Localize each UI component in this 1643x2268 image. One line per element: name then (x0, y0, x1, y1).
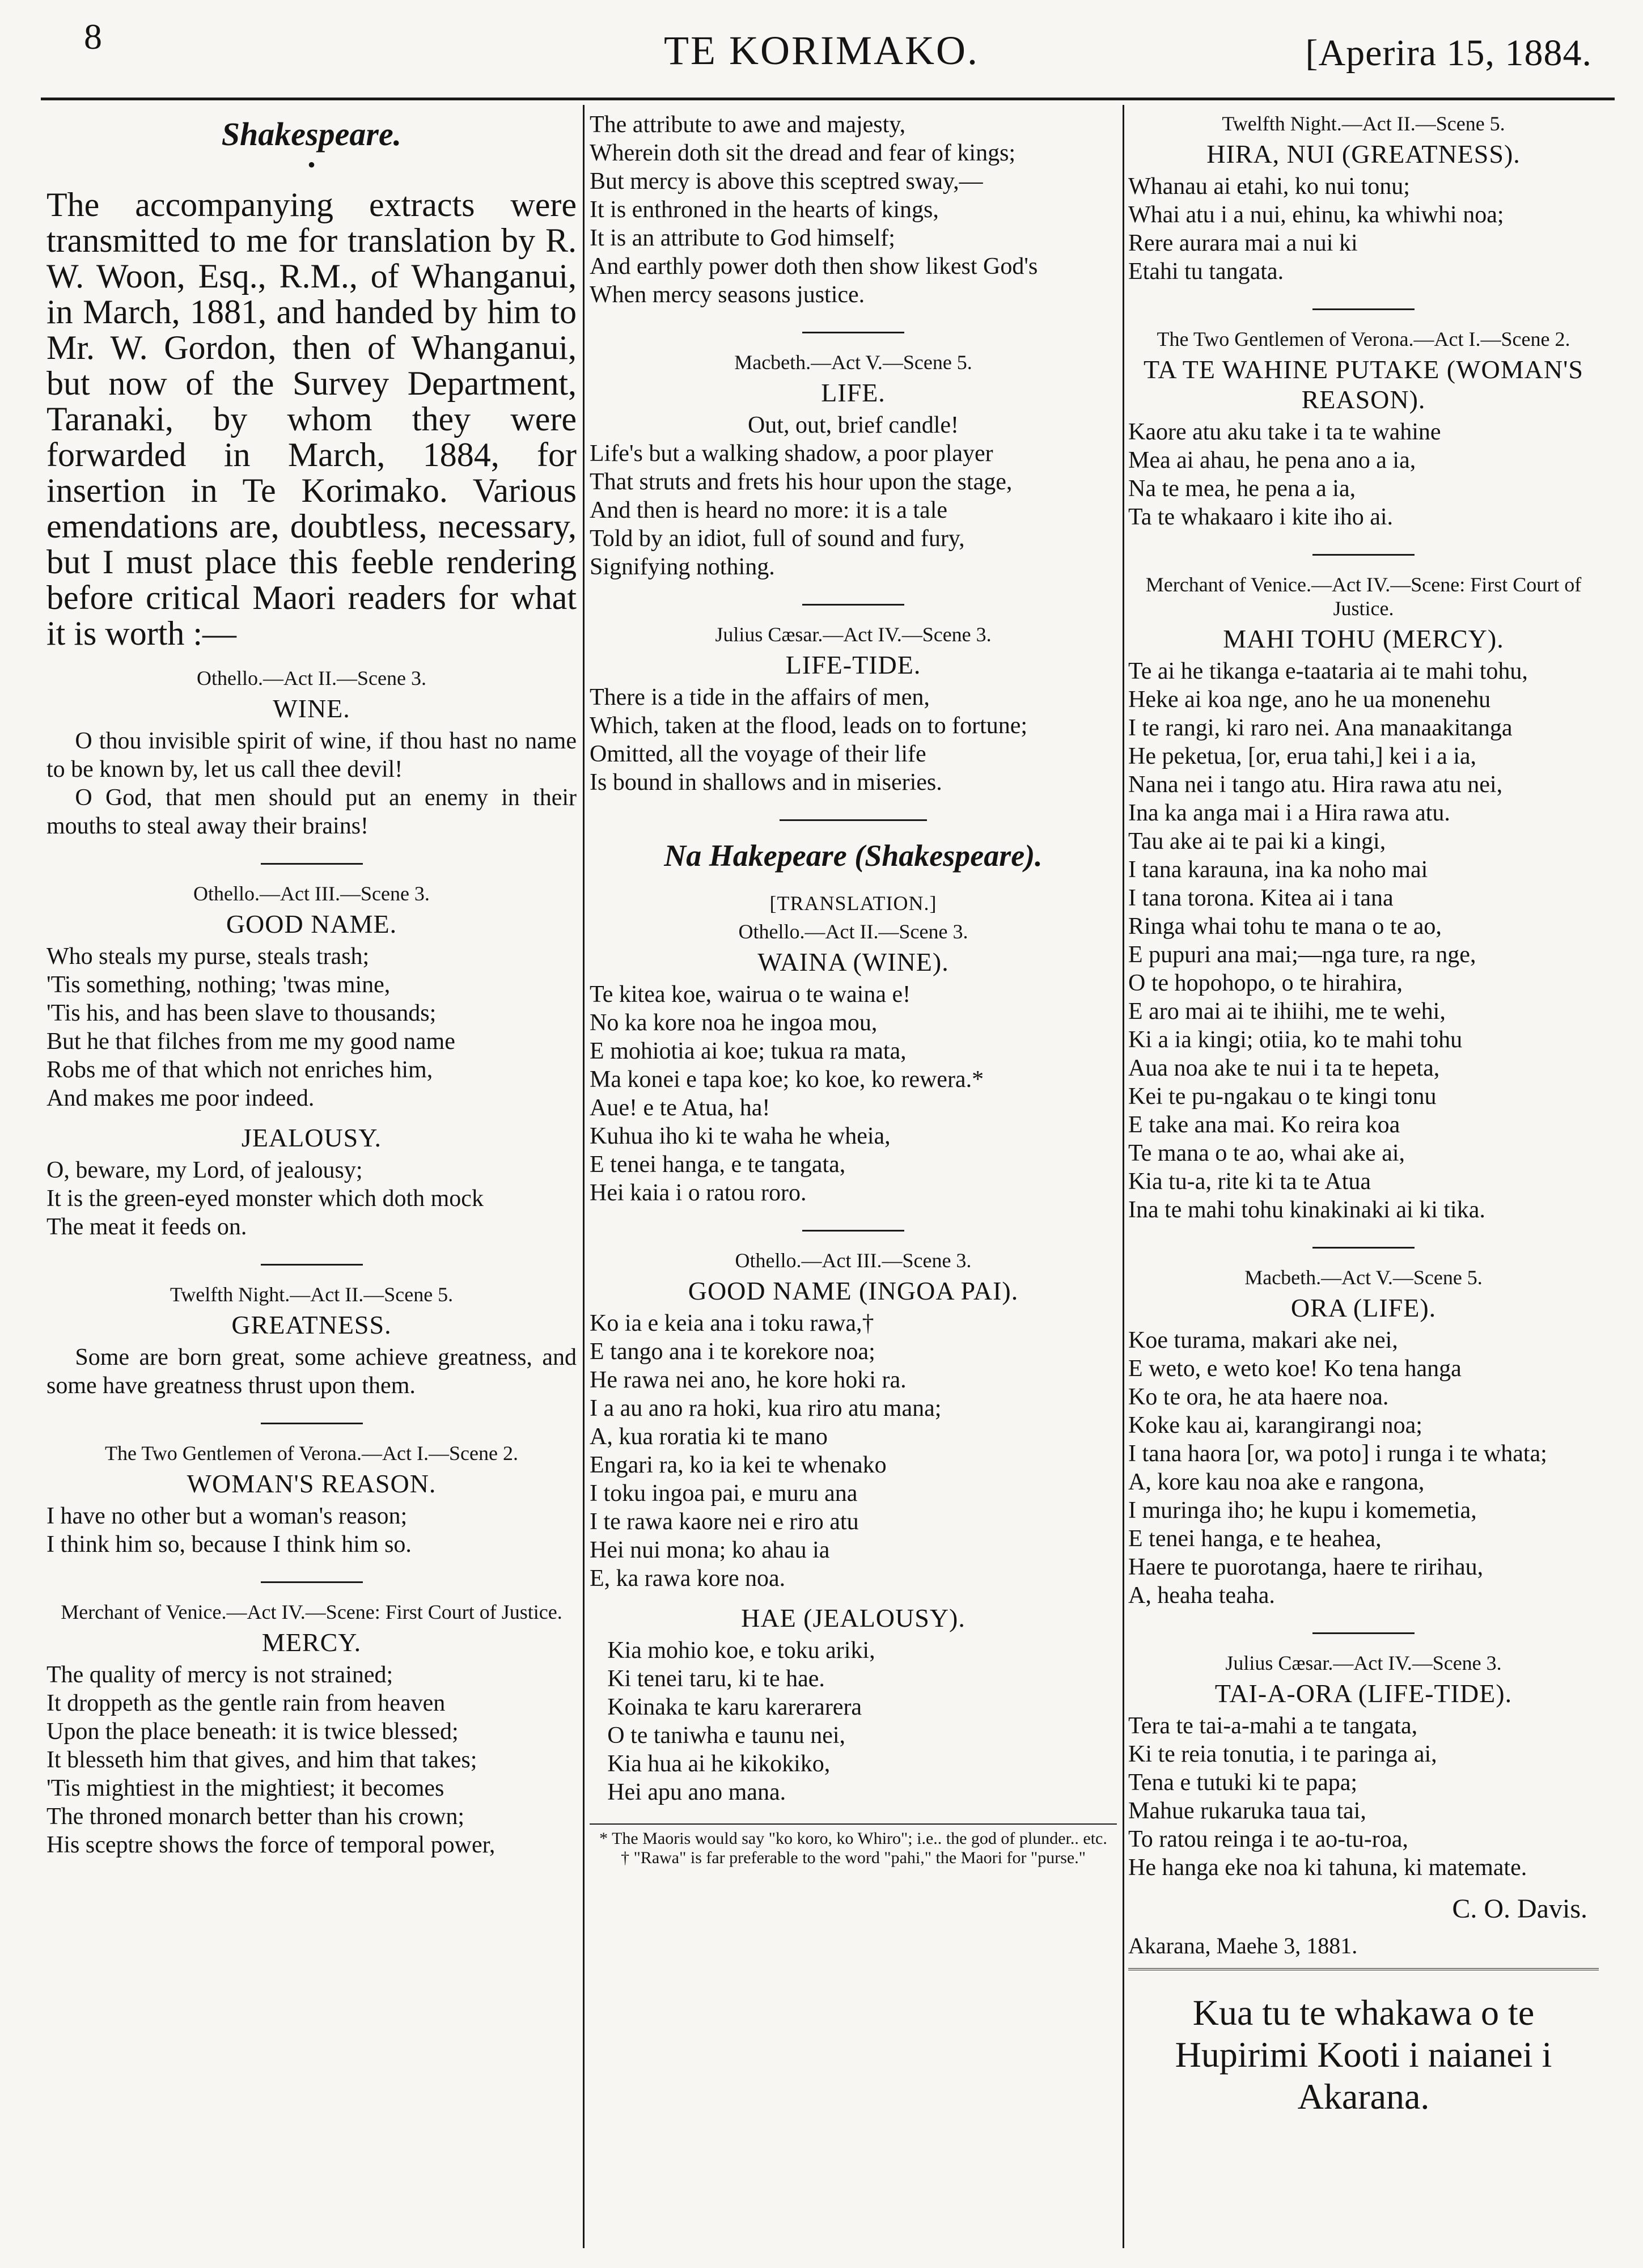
separator-rule (1312, 1247, 1415, 1249)
verse-line: E, ka rawa kore noa. (590, 1565, 786, 1592)
verse-line: O, beware, my Lord, of jealousy; (46, 1157, 363, 1183)
extract-heading: LIFE. (821, 378, 886, 407)
verse-line: To ratou reinga i te ao-tu-roa, (1128, 1826, 1408, 1852)
verse-line: Ki a ia kingi; otiia, ko te mahi tohu (1128, 1027, 1463, 1053)
extract-text: Some are born great, some achieve greatness, and some have greatness thrust upon them. (46, 1344, 577, 1399)
separator-rule (802, 1230, 904, 1232)
verse-line: Life's but a walking shadow, a poor player (590, 441, 993, 467)
separator-rule (261, 1264, 363, 1266)
verse-line: Ko ia e keia ana i toku rawa,† (590, 1310, 874, 1336)
verse-line: He hanga eke noa ki tahuna, ki matemate. (1128, 1855, 1527, 1881)
verse-line: When mercy seasons justice. (590, 282, 865, 308)
column-divider (583, 105, 585, 2248)
column-2 (590, 105, 1117, 2254)
extract-heading: JEALOUSY. (241, 1123, 382, 1152)
verse-line: I think him so, because I think him so. (46, 1531, 412, 1558)
verse-line: 'Tis something, nothing; 'twas mine, (46, 972, 391, 998)
verse-line: Mea ai ahau, he pena ano a ia, (1128, 447, 1416, 473)
source-citation: Othello.—Act II.—Scene 3. (738, 920, 968, 943)
verse-line: Ma konei e tapa koe; ko koe, ko rewera.* (590, 1067, 984, 1093)
source-citation: Julius Cæsar.—Act IV.—Scene 3. (715, 623, 992, 646)
header-rule (41, 98, 1615, 100)
verse-line: No ka kore noa he ingoa mou, (590, 1010, 878, 1036)
extract-heading: GOOD NAME. (226, 909, 397, 938)
verse-line: Na te mea, he pena a ia, (1128, 476, 1356, 502)
verse-line: Is bound in shallows and in miseries. (590, 769, 942, 796)
verse-line: E tenei hanga, e te tangata, (590, 1152, 846, 1178)
verse-line: E mohiotia ai koe; tukua ra mata, (590, 1038, 907, 1064)
verse-block (590, 1309, 1117, 1593)
verse-line: Tera te tai-a-mahi a te tangata, (1128, 1713, 1418, 1739)
verse-line: Whanau ai etahi, ko nui tonu; (1128, 174, 1410, 200)
source-citation: Twelfth Night.—Act II.—Scene 5. (170, 1283, 454, 1306)
double-rule (1128, 1968, 1599, 1975)
separator-rule (802, 332, 904, 333)
verse-line: Ringa whai tohu te mana o te ao, (1128, 913, 1442, 940)
verse-line: A, kore kau noa ake e rangona, (1128, 1469, 1425, 1495)
separator-rule (1312, 1632, 1415, 1634)
verse-line: Mahue rukaruka taua tai, (1128, 1798, 1366, 1824)
verse-line: Told by an idiot, full of sound and fury, (590, 526, 965, 552)
source-citation: Macbeth.—Act V.—Scene 5. (1244, 1266, 1483, 1289)
separator-rule (261, 1423, 363, 1424)
verse-line: Out, out, brief candle! (747, 412, 959, 438)
verse-line: E take ana mai. Ko reira koa (1128, 1112, 1400, 1138)
source-citation: Merchant of Venice.—Act IV.—Scene: First Court of Justice. (1145, 573, 1582, 620)
extract-heading: ORA (LIFE). (1290, 1293, 1437, 1322)
verse-line: Haere te puorotanga, haere te ririhau, (1128, 1554, 1484, 1580)
verse-line: I muringa iho; he kupu i komemetia, (1128, 1497, 1477, 1524)
verse-line: O te hopohopo, o te hirahira, (1128, 970, 1403, 996)
verse-line: A, kua roratia ki te mano (590, 1424, 828, 1450)
verse-line: Ina ka anga mai i a Hira rawa atu. (1128, 800, 1450, 826)
verse-line: E tango ana i te korekore noa; (590, 1339, 875, 1365)
verse-line: Robs me of that which not enriches him, (46, 1057, 433, 1083)
source-citation: Macbeth.—Act V.—Scene 5. (734, 351, 972, 374)
verse-line: Kei te pu-ngakau o te kingi tonu (1128, 1084, 1437, 1110)
verse-line: And earthly power doth then show likest God's (590, 253, 1038, 280)
verse-line: But he that filches from me my good name (46, 1029, 455, 1055)
footnote: * The Maoris would say "ko koro, ko Whiro"; i.e.. the god of plunder.. etc. (599, 1829, 1107, 1848)
verse-line: 'Tis mightiest in the mightiest; it becomes (46, 1775, 444, 1801)
verse-line: I toku ingoa pai, e muru ana (590, 1480, 858, 1507)
verse-line: Koinaka te karu karerarera (607, 1694, 862, 1720)
separator-rule (261, 863, 363, 865)
verse-line: That struts and frets his hour upon the stage, (590, 469, 1013, 495)
extract-heading: WINE. (273, 694, 350, 723)
verse-line: I tana karauna, ina ka noho mai (1128, 857, 1428, 883)
footnotes (590, 1823, 1117, 1868)
source-citation: The Two Gentlemen of Verona.—Act I.—Scene 2. (1157, 328, 1570, 350)
verse-line: Aue! e te Atua, ha! (590, 1095, 770, 1121)
verse-line: And then is heard no more: it is a tale (590, 497, 948, 523)
verse-line: Koe turama, makari ake nei, (1128, 1327, 1398, 1353)
verse-line: I have no other but a woman's reason; (46, 1503, 408, 1529)
verse-line: Ki tenei taru, ki te hae. (607, 1666, 825, 1692)
intro-paragraph: The accompanying extracts were transmitted to me for translation by R. W. Woon, Esq., R.M., of Whanganui, in March, 1881, and handed by him to Mr. W. Gordon, then of Whanganui, but now of the Survey Department, Taranaki, by whom they were forwarded in March, 1884, for insertion in Te Korimako. Various emendations are, doubtless, necessary, but I must place this feeble rendering before critical Maori readers for what it is worth :— (46, 186, 577, 652)
verse-line: Hei nui mona; ko ahau ia (590, 1537, 830, 1563)
verse-block (590, 980, 1117, 1207)
verse-line: His sceptre shows the force of temporal power, (46, 1832, 496, 1858)
source-citation: Othello.—Act III.—Scene 3. (735, 1249, 972, 1272)
verse-line: E aro mai ai te ihiihi, me te wehi, (1128, 998, 1446, 1025)
verse-block (1128, 418, 1599, 531)
verse-line: Hei kaia i o ratou roro. (590, 1180, 807, 1206)
verse-line: Aua noa ake te nui i ta te hepeta, (1128, 1055, 1440, 1081)
verse-line: Etahi tu tangata. (1128, 259, 1284, 285)
verse-line: It is an attribute to God himself; (590, 225, 895, 251)
verse-line: Ko te ora, he ata haere noa. (1128, 1384, 1389, 1410)
ornament-dot: • (307, 152, 316, 177)
verse-block (590, 111, 1117, 309)
verse-line: 'Tis his, and has been slave to thousands; (46, 1000, 437, 1026)
source-citation: Twelfth Night.—Act II.—Scene 5. (1222, 112, 1505, 135)
verse-line: The attribute to awe and majesty, (590, 112, 906, 138)
verse-block (1128, 1326, 1599, 1610)
page-number: 8 (84, 16, 102, 57)
extract-text: O God, that men should put an enemy in their mouths to steal away their brains! (46, 785, 577, 839)
extract-heading: MAHI TOHU (MERCY). (1223, 624, 1504, 653)
verse-line: The quality of mercy is not strained; (46, 1662, 393, 1688)
source-citation: Merchant of Venice.—Act IV.—Scene: First Court of Justice. (61, 1601, 562, 1623)
footnote: † "Rawa" is far preferable to the word "pahi," the Maori for "purse." (621, 1848, 1086, 1867)
separator-rule (780, 819, 927, 821)
source-citation: Othello.—Act II.—Scene 3. (197, 667, 426, 689)
verse-line: He rawa nei ano, he kore hoki ra. (590, 1367, 907, 1393)
verse-line: Te kitea koe, wairua o te waina e! (590, 981, 911, 1008)
extract-heading: MERCY. (261, 1628, 362, 1657)
verse-line: A, heaha teaha. (1128, 1582, 1275, 1609)
verse-block (1128, 1712, 1599, 1882)
verse-block (590, 411, 1117, 581)
verse-line: Whai atu i a nui, ehinu, ka whiwhi noa; (1128, 202, 1504, 228)
separator-rule (261, 1581, 363, 1583)
verse-line: Signifying nothing. (590, 554, 775, 580)
verse-line: Nana nei i tango atu. Hira rawa atu nei, (1128, 772, 1503, 798)
extract-heading: GOOD NAME (INGOA PAI). (688, 1276, 1019, 1305)
verse-line: The meat it feeds on. (46, 1214, 247, 1240)
verse-block (46, 1502, 577, 1559)
verse-line: Te ai he tikanga e-taataria ai te mahi tohu, (1128, 658, 1528, 684)
verse-line: Which, taken at the flood, leads on to fortune; (590, 713, 1028, 739)
translation-section-title: Na Hakepeare (Shakespeare). (664, 839, 1043, 873)
author-signature: C. O. Davis. (1452, 1894, 1587, 1924)
verse-line: E pupuri ana mai;—nga ture, ra nge, (1128, 942, 1476, 968)
verse-line: Hei apu ano mana. (607, 1779, 786, 1805)
source-citation: The Two Gentlemen of Verona.—Act I.—Scene 2. (105, 1442, 518, 1465)
verse-line: I te rangi, ki raro nei. Ana manaakitanga (1128, 715, 1513, 741)
verse-block (590, 1636, 1117, 1806)
verse-line: He peketua, [or, erua tahi,] kei i a ia, (1128, 743, 1477, 769)
column-1 (46, 105, 577, 2254)
verse-line: Kia mohio koe, e toku ariki, (607, 1637, 875, 1664)
verse-line: Ki te reia tonutia, i te paringa ai, (1128, 1741, 1437, 1767)
separator-rule (802, 604, 904, 606)
verse-block (46, 1156, 577, 1241)
verse-line: It droppeth as the gentle rain from heaven (46, 1690, 446, 1716)
verse-line: Kaore atu aku take i ta te wahine (1128, 419, 1441, 445)
verse-block (46, 942, 577, 1112)
extract-heading: WOMAN'S REASON. (187, 1469, 437, 1498)
separator-rule (1312, 554, 1415, 556)
extract-heading: LIFE-TIDE. (785, 650, 921, 679)
verse-line: But mercy is above this sceptred sway,— (590, 168, 983, 194)
verse-line: E weto, e weto koe! Ko tena hanga (1128, 1356, 1462, 1382)
verse-line: Ta te whakaaro i kite iho ai. (1128, 504, 1394, 530)
extract-heading: HAE (JEALOUSY). (741, 1603, 966, 1632)
verse-line: Who steals my purse, steals trash; (46, 943, 370, 970)
verse-block (1128, 172, 1599, 286)
verse-line: It is enthroned in the hearts of kings, (590, 197, 939, 223)
verse-line: Te mana o te ao, whai ake ai, (1128, 1140, 1405, 1166)
verse-line: And makes me poor indeed. (46, 1085, 315, 1111)
extract-text: O thou invisible spirit of wine, if thou hast no name to be known by, let us call thee devil! (46, 728, 577, 782)
verse-line: Rere aurara mai a nui ki (1128, 230, 1358, 256)
verse-line: I te rawa kaore nei e riro atu (590, 1509, 859, 1535)
verse-line: I tana torona. Kitea ai i tana (1128, 885, 1394, 911)
issue-date: [Aperira 15, 1884. (1305, 32, 1592, 74)
verse-line: E tenei hanga, e te heahea, (1128, 1526, 1382, 1552)
verse-line: Tau ake ai te pai ki a kingi, (1128, 828, 1386, 854)
verse-line: I a au ano ra hoki, kua riro atu mana; (590, 1395, 942, 1421)
column-3 (1128, 105, 1599, 2254)
extract-heading: HIRA, NUI (GREATNESS). (1206, 139, 1521, 168)
separator-rule (1312, 308, 1415, 310)
verse-line: Kuhua iho ki te waha he wheia, (590, 1123, 891, 1149)
verse-line: Engari ra, ko ia kei te whenako (590, 1452, 887, 1478)
newspaper-title: TE KORIMAKO. (664, 28, 979, 73)
verse-line: I tana haora [or, wa poto] i runga i te whata; (1128, 1441, 1547, 1467)
verse-line: Ina te mahi tohu kinakinaki ai ki tika. (1128, 1197, 1485, 1223)
court-notice: Kua tu te whakawa o te Hupirimi Kooti i naianei i Akarana. (1175, 1992, 1552, 2117)
page-header (0, 0, 1643, 96)
verse-line: Kia tu-a, rite ki ta te Atua (1128, 1169, 1371, 1195)
extract-heading: TAI-A-ORA (LIFE-TIDE). (1214, 1679, 1513, 1708)
verse-line: O te taniwha e taunu nei, (607, 1723, 846, 1749)
verse-block (1128, 657, 1599, 1224)
verse-line: Tena e tutuki ki te papa; (1128, 1770, 1358, 1796)
verse-line: Omitted, all the voyage of their life (590, 741, 926, 767)
source-citation: Othello.—Act III.—Scene 3. (193, 882, 430, 905)
verse-line: There is a tide in the affairs of men, (590, 684, 930, 710)
verse-line: Koke kau ai, karangirangi noa; (1128, 1412, 1422, 1438)
verse-line: Kia hua ai he kikokiko, (607, 1751, 831, 1777)
verse-line: Wherein doth sit the dread and fear of kings; (590, 140, 1016, 166)
place-date: Akarana, Maehe 3, 1881. (1128, 1933, 1358, 1958)
section-title: Shakespeare. (221, 116, 402, 153)
translation-label: [TRANSLATION.] (769, 892, 937, 915)
verse-block (46, 1661, 577, 1859)
verse-line: It blesseth him that gives, and him that takes; (46, 1747, 477, 1773)
verse-line: The throned monarch better than his crown; (46, 1804, 465, 1830)
source-citation: Julius Cæsar.—Act IV.—Scene 3. (1225, 1652, 1502, 1674)
column-divider (1123, 105, 1124, 2248)
extract-heading: GREATNESS. (231, 1310, 392, 1339)
extract-heading: WAINA (WINE). (757, 947, 949, 976)
extract-heading: TA TE WAHINE PUTAKE (WOMAN'S REASON). (1144, 355, 1583, 414)
verse-line: Upon the place beneath: it is twice blessed; (46, 1719, 459, 1745)
verse-block (590, 683, 1117, 797)
verse-line: It is the green-eyed monster which doth mock (46, 1186, 484, 1212)
verse-line: Heke ai koa nge, ano he ua monenehu (1128, 687, 1491, 713)
